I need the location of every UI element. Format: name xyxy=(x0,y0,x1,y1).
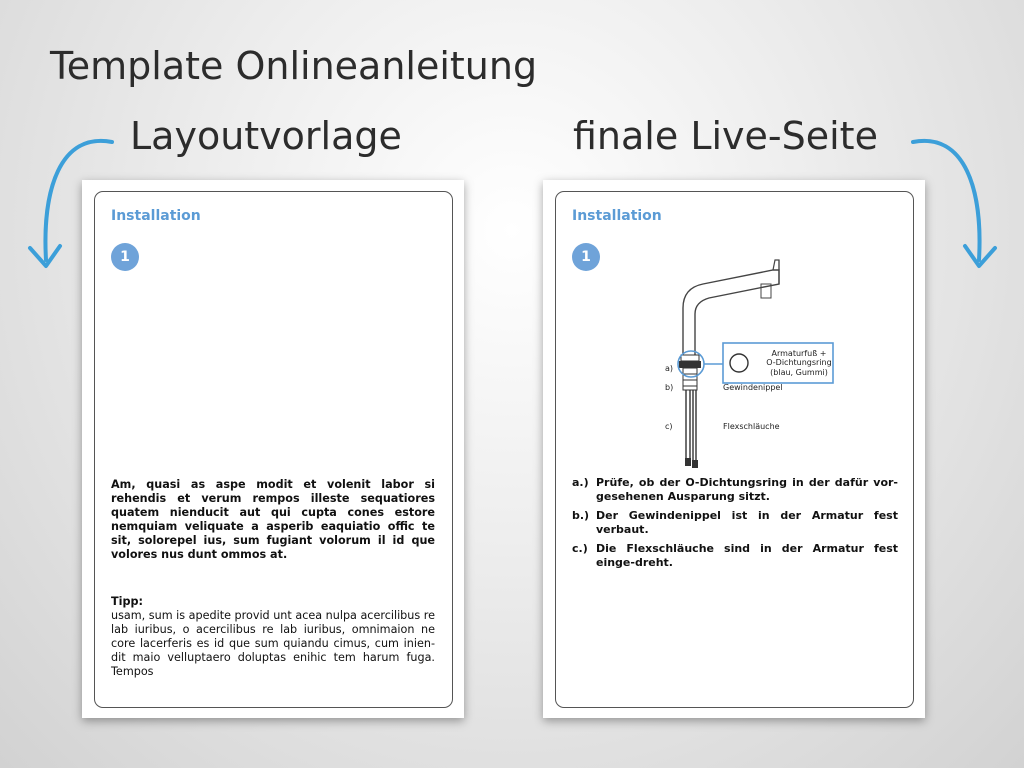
callout-text-line1: Armaturfuß + xyxy=(771,349,827,358)
step-number-badge: 1 xyxy=(111,243,139,271)
faucet-base xyxy=(681,355,699,361)
live-page-heading: finale Live-Seite xyxy=(573,114,878,158)
step-marker: b.) xyxy=(572,509,590,522)
step-text: Prüfe, ob der O-Dichtungsring in der dafür vor-gesehenen Ausparung sitzt. xyxy=(596,476,898,503)
template-page xyxy=(82,180,464,718)
threaded-nipple xyxy=(683,368,697,390)
callout-text-line3: (blau, Gummi) xyxy=(770,368,828,377)
tip-text: usam, sum is apedite provid unt acea nulpa acercilibus re lab iuribus, o acercilibus re lab iuribus, omnimaion ne core lacerferis es id que sum quiandu cimus, cum inien-dit maio velluptaero doluptas enihic tem harum fuga. Tempos xyxy=(111,609,435,678)
label-b-text: Gewindenippel xyxy=(723,383,783,392)
flex-hose-right xyxy=(693,390,696,460)
faucet-diagram xyxy=(543,180,925,718)
flex-hose-left xyxy=(686,390,690,458)
o-ring xyxy=(679,361,701,368)
step-marker: c.) xyxy=(572,542,588,555)
layout-template-heading: Layoutvorlage xyxy=(130,114,402,158)
section-title: Installation xyxy=(111,208,201,224)
section-title: Installation xyxy=(572,208,662,224)
step-marker: a.) xyxy=(572,476,589,489)
label-c: c) xyxy=(665,422,673,431)
body-text: Am, quasi as aspe modit et volenit labor si rehendis et verum rempos illeste sequatiores quatem nienducit aut qui cupta cones estore nemquiam veliquate a asperib eaquiatio offic te sit, solorepel ius, sum fugiant volorum il id que volores nus dunt ommos at. xyxy=(111,478,435,561)
callout-text-line2: O-Dichtungsring xyxy=(766,358,832,367)
live-page xyxy=(543,180,925,718)
list-item xyxy=(572,509,898,537)
faucet-handle xyxy=(773,260,779,270)
step-text: Die Flexschläuche sind in der Armatur fest einge-dreht. xyxy=(596,542,898,569)
tip-label: Tipp: xyxy=(111,595,143,608)
label-a: a) xyxy=(665,364,674,373)
instruction-steps xyxy=(572,476,898,575)
label-c-text: Flexschläuche xyxy=(723,422,780,431)
list-item xyxy=(572,476,898,504)
page-title: Template Onlineanleitung xyxy=(50,44,538,88)
list-item xyxy=(572,542,898,570)
step-text: Der Gewindenippel ist in der Armatur fest verbaut. xyxy=(596,509,898,536)
step-number-badge: 1 xyxy=(572,243,600,271)
label-b: b) xyxy=(665,383,674,392)
